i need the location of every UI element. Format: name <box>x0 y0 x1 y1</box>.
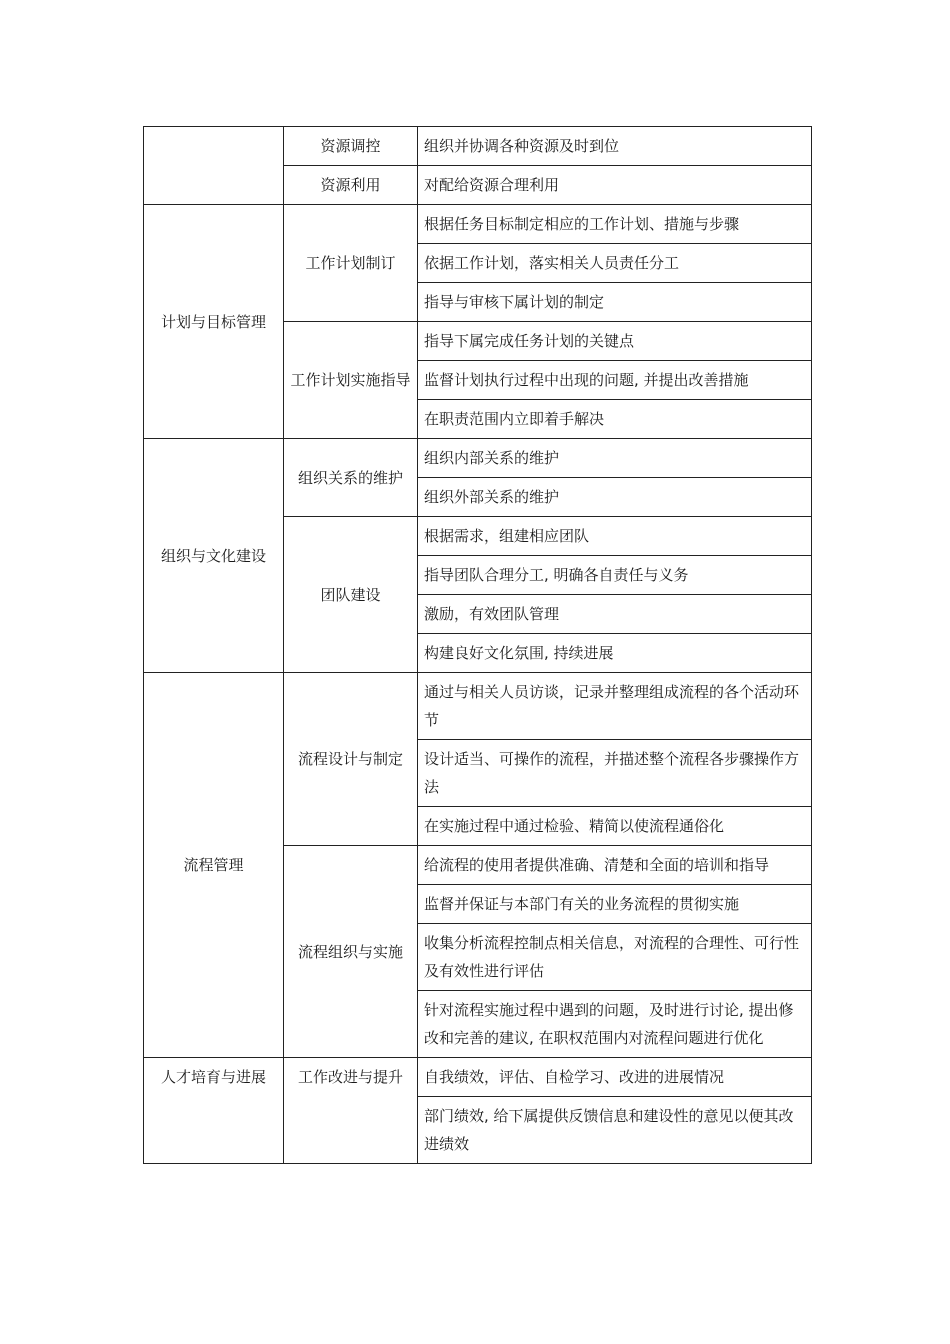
table-row <box>144 439 812 478</box>
category-cell: 流程管理 <box>144 673 284 1058</box>
item-cell: 给流程的使用者提供准确、清楚和全面的培训和指导 <box>418 846 812 885</box>
subcategory-cell: 工作计划制订 <box>284 205 418 322</box>
competency-table <box>143 126 812 1164</box>
item-cell: 设计适当、可操作的流程，并描述整个流程各步骤操作方法 <box>418 740 812 807</box>
subcategory-cell: 资源利用 <box>284 166 418 205</box>
category-cell: 计划与目标管理 <box>144 205 284 439</box>
item-cell: 在实施过程中通过检验、精简以使流程通俗化 <box>418 807 812 846</box>
item-cell: 依据工作计划，落实相关人员责任分工 <box>418 244 812 283</box>
category-cell: 人才培育与进展 <box>144 1058 284 1164</box>
item-cell: 收集分析流程控制点相关信息，对流程的合理性、可行性及有效性进行评估 <box>418 924 812 991</box>
item-cell: 根据需求，组建相应团队 <box>418 517 812 556</box>
subcategory-cell: 工作改进与提升 <box>284 1058 418 1164</box>
subcategory-cell: 流程组织与实施 <box>284 846 418 1058</box>
subcategory-cell: 团队建设 <box>284 517 418 673</box>
item-cell: 部门绩效, 给下属提供反馈信息和建设性的意见以便其改进绩效 <box>418 1097 812 1164</box>
category-cell: 组织与文化建设 <box>144 439 284 673</box>
item-cell: 在职责范围内立即着手解决 <box>418 400 812 439</box>
table-row <box>144 127 812 166</box>
item-cell: 构建良好文化氛围, 持续进展 <box>418 634 812 673</box>
item-cell: 根据任务目标制定相应的工作计划、措施与步骤 <box>418 205 812 244</box>
subcategory-cell: 组织关系的维护 <box>284 439 418 517</box>
item-cell: 通过与相关人员访谈，记录并整理组成流程的各个活动环节 <box>418 673 812 740</box>
item-cell: 组织内部关系的维护 <box>418 439 812 478</box>
item-cell: 监督计划执行过程中出现的问题, 并提出改善措施 <box>418 361 812 400</box>
item-cell: 组织外部关系的维护 <box>418 478 812 517</box>
item-cell: 针对流程实施过程中遇到的问题，及时进行讨论, 提出修改和完善的建议, 在职权范围内对流程问题进行优化 <box>418 991 812 1058</box>
table-row <box>144 1058 812 1097</box>
subcategory-cell: 工作计划实施指导 <box>284 322 418 439</box>
subcategory-cell: 流程设计与制定 <box>284 673 418 846</box>
item-cell: 指导与审核下属计划的制定 <box>418 283 812 322</box>
item-cell: 激励，有效团队管理 <box>418 595 812 634</box>
subcategory-cell: 资源调控 <box>284 127 418 166</box>
item-cell: 自我绩效，评估、自检学习、改进的进展情况 <box>418 1058 812 1097</box>
item-cell: 监督并保证与本部门有关的业务流程的贯彻实施 <box>418 885 812 924</box>
table-row <box>144 205 812 244</box>
item-cell: 指导团队合理分工, 明确各自责任与义务 <box>418 556 812 595</box>
item-cell: 组织并协调各种资源及时到位 <box>418 127 812 166</box>
item-cell: 对配给资源合理利用 <box>418 166 812 205</box>
table-row <box>144 673 812 740</box>
category-cell <box>144 127 284 205</box>
item-cell: 指导下属完成任务计划的关键点 <box>418 322 812 361</box>
